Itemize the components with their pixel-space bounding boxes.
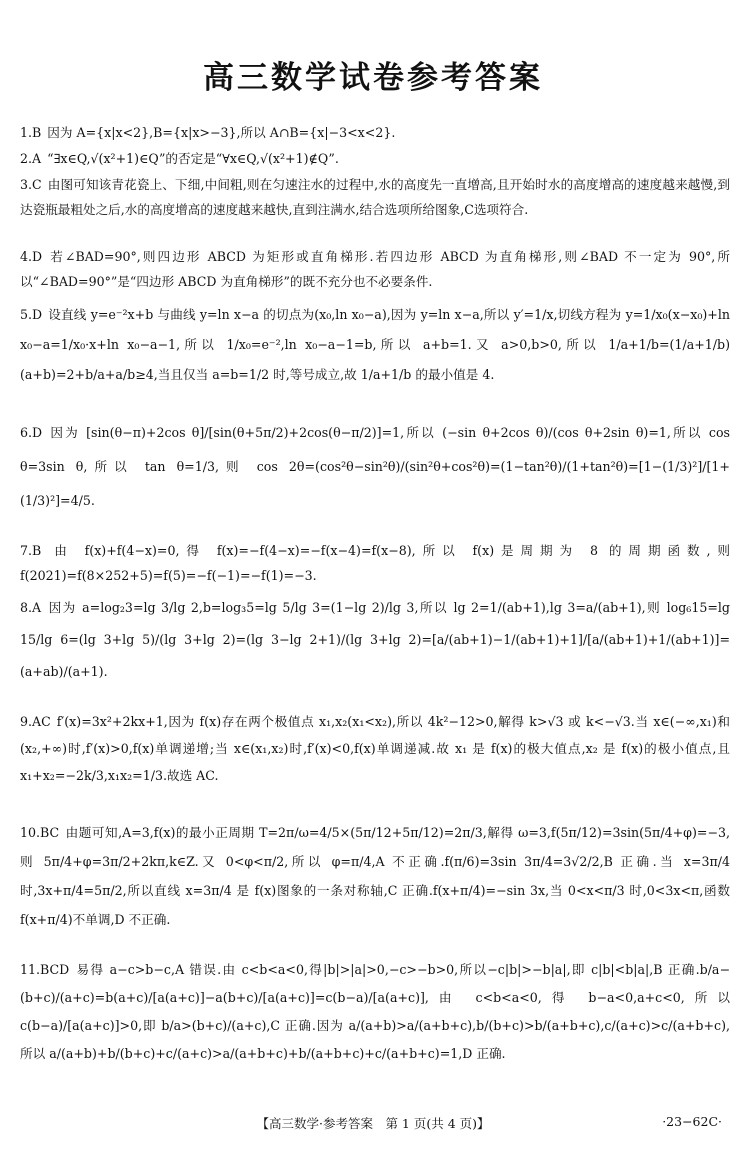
answer-text: 由 f(x)+f(4−x)=0,得 f(x)=−f(4−x)=−f(x−4)=f(x−8),所以 f(x)是周期为 8 的周期函数,则 f(2021)=f(8×252+5)=f(5)=−f(−1)=−f(1)=−3.	[20, 543, 730, 583]
answer-text: 因为 [sin(θ−π)+2cos θ]/[sin(θ+5π/2)+2cos(θ−π/2)]=1,所以 (−sin θ+2cos θ)/(cos θ+2sin θ)=1,所以 cos θ=3sin θ,所以 tan θ=1/3,则 cos 2θ=(cos²θ−sin²θ)/(sin²θ+cos²θ)=(1−tan²θ)/(1+tan²θ)=[1−(1/3)²]/[1+(1/3)²]=4/5.	[20, 425, 730, 508]
answer-text: 若∠BAD=90°,则四边形 ABCD 为矩形或直角梯形.若四边形 ABCD 为直角梯形,则∠BAD 不一定为 90°,所以“∠BAD=90°”是“四边形 ABCD 为直角梯形”的既不充分也不必要条件.	[20, 249, 730, 289]
answer-text: 设直线 y=e⁻²x+b 与曲线 y=ln x−a 的切点为(x₀,ln x₀−a),因为 y=ln x−a,所以 y′=1/x,切线方程为 y=1/x₀(x−x₀)+ln x₀−a=1/x₀·x+ln x₀−a−1,所以 1/x₀=e⁻²,ln x₀−a−1=b,所以 a+b=1.又 a>0,b>0,所以 1/a+1/b=(1/a+1/b)(a+b)=2+b/a+a/b≥4,当且仅当 a=b=1/2 时,等号成立,故 1/a+1/b 的最小值是 4.	[20, 307, 730, 382]
answer-text: “∃x∈Q,√(x²+1)∈Q”的否定是“∀x∈Q,√(x²+1)∉Q”.	[47, 151, 339, 166]
answer-text: 由图可知该青花瓷上、下细,中间粗,则在匀速注水的过程中,水的高度先一直增高,且开始时水的高度增高的速度越来越慢,到达瓷瓶最粗处之后,水的高度增高的速度越来越快,直到注满水,结合选项所给图象,C选项符合.	[20, 177, 730, 217]
answer-1	[20, 120, 730, 145]
answer-text: 由题可知,A=3,f(x)的最小正周期 T=2π/ω=4/5×(5π/12+5π/12)=2π/3,解得 ω=3,f(5π/12)=3sin(5π/4+φ)=−3,则 5π/4+φ=3π/2+2kπ,k∈Z.又 0<φ<π/2,所以 φ=π/4,A 不正确.f(π/6)=3sin 3π/4=3√2/2,B 正确.当 x=3π/4 时,3x+π/4=5π/2,所以直线 x=3π/4 是 f(x)图象的一条对称轴,C 正确.f(x+π/4)=−sin 3x,当 0<x<π/3 时,0<3x<π,函数 f(x+π/4)不单调,D 不正确.	[20, 825, 730, 927]
answer-number: 1.B	[20, 125, 42, 140]
page-title: 高三数学试卷参考答案	[203, 60, 543, 96]
answer-2	[20, 146, 730, 171]
answer-number: 9.AC	[20, 714, 51, 729]
answer-11	[20, 956, 730, 1068]
answer-6	[20, 416, 730, 518]
answer-10	[20, 818, 730, 934]
answer-text: 因为 A={x|x<2},B={x|x>−3},所以 A∩B={x|−3<x<2}.	[47, 125, 396, 140]
answer-number: 3.C	[20, 177, 42, 192]
answer-text: f′(x)=3x²+2kx+1,因为 f(x)存在两个极值点 x₁,x₂(x₁<x₂),所以 4k²−12>0,解得 k>√3 或 k<−√3.当 x∈(−∞,x₁)和(x₂,+∞)时,f′(x)>0,f(x)单调递增;当 x∈(x₁,x₂)时,f′(x)<0,f(x)单调递减.故 x₁ 是 f(x)的极大值点,x₂ 是 f(x)的极小值点,且 x₁+x₂=−2k/3,x₁x₂=1/3.故选 AC.	[20, 714, 730, 783]
answer-number: 10.BC	[20, 825, 60, 840]
answer-4	[20, 244, 730, 294]
answer-number: 8.A	[20, 600, 42, 615]
answer-7	[20, 538, 730, 588]
answer-5	[20, 300, 730, 390]
answer-number: 4.D	[20, 249, 43, 264]
answer-number: 11.BCD	[20, 962, 70, 977]
footer-page-info: 【高三数学·参考答案 第 1 页(共 4 页)】	[256, 1116, 490, 1131]
answer-3	[20, 172, 730, 222]
answer-8	[20, 592, 730, 688]
answer-number: 6.D	[20, 425, 43, 440]
answer-number: 2.A	[20, 151, 42, 166]
answer-text: 易得 a−c>b−c,A 错误.由 c<b<a<0,得|b|>|a|>0,−c>−b>0,所以−c|b|>−b|a|,即 c|b|<b|a|,B 正确.b/a−(b+c)/(a+c)=b(a+c)/[a(a+c)]−a(b+c)/[a(a+c)]=c(b−a)/[a(a+c)],由 c<b<a<0,得 b−a<0,a+c<0,所以 c(b−a)/[a(a+c)]>0,即 b/a>(b+c)/(a+c),C 正确.因为 a/(a+b)>a/(a+b+c),b/(b+c)>b/(a+b+c),c/(a+c)>c/(a+b+c),所以 a/(a+b)+b/(b+c)+c/(a+c)>a/(a+b+c)+b/(a+b+c)+c/(a+b+c)=1,D 正确.	[20, 962, 730, 1061]
footer-paper-code: ·23−62C·	[662, 1114, 722, 1129]
answer-number: 7.B	[20, 543, 42, 558]
answer-number: 5.D	[20, 307, 43, 322]
answer-9	[20, 708, 730, 789]
answer-text: 因为 a=log₂3=lg 3/lg 2,b=log₃5=lg 5/lg 3=(1−lg 2)/lg 3,所以 lg 2=1/(ab+1),lg 3=a/(ab+1),则 log₆15=lg 15/lg 6=(lg 3+lg 5)/(lg 3+lg 2)=(lg 3−lg 2+1)/(lg 3+lg 2)=[a/(ab+1)−1/(ab+1)+1]/[a/(ab+1)+1/(ab+1)]=(a+ab)/(a+1).	[20, 600, 730, 679]
